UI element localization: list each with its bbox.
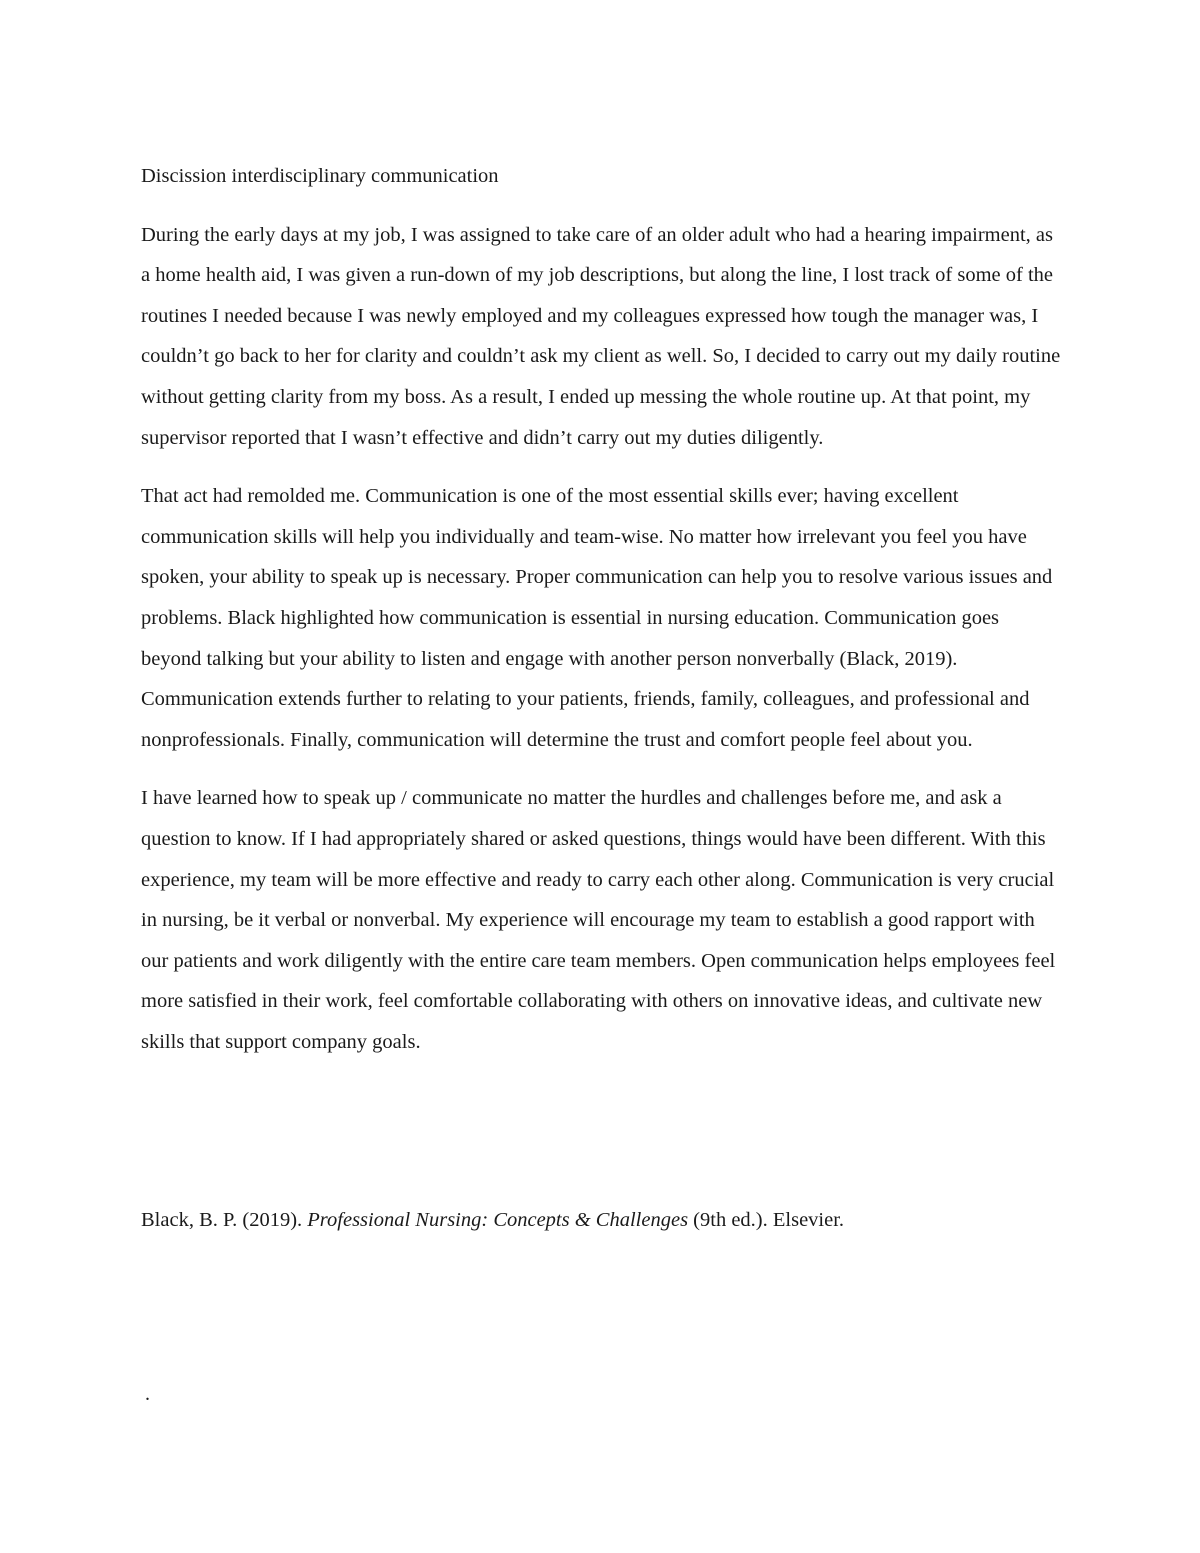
reference-book-title: Professional Nursing: Concepts & Challenges xyxy=(307,1209,689,1232)
trailing-period: . xyxy=(145,1383,150,1405)
blank-space xyxy=(141,1080,1063,1200)
reference-edition-publisher: (9th ed.). Elsevier. xyxy=(688,1209,845,1232)
paragraph-1: During the early days at my job, I was assigned to take care of an older adult who had a hearing impairment, as a home health aid, I was given a run-down of my job descriptions, but along the line, I lost track of some of the routines I needed because I was newly employed and my colleagues expressed how tough the manager was, I couldn’t go back to her for clarity and couldn’t ask my client as well. So, I decided to carry out my daily routine without getting clarity from my boss. As a result, I ended up messing the whole routine up. At that point, my supervisor reported that I wasn’t effective and didn’t carry out my duties diligently. xyxy=(141,223,1061,449)
document-title: Discission interdisciplinary communication xyxy=(141,165,499,187)
document-body xyxy=(141,156,1063,1241)
paragraph-3: I have learned how to speak up / communicate no matter the hurdles and challenges before me, and ask a question to know. If I had appropriately shared or asked questions, things would have been different. With this experience, my team will be more effective and ready to carry each other along. Communication is very crucial in nursing, be it verbal or nonverbal. My experience will encourage my team to establish a good rapport with our patients and work diligently with the entire care team members. Open communication helps employees feel more satisfied in their work, feel comfortable collaborating with others on innovative ideas, and cultivate new skills that support company goals. xyxy=(141,787,1056,1053)
paragraph-2: That act had remolded me. Communication is one of the most essential skills ever; having excellent communication skills will help you individually and team-wise. No matter how irrelevant you feel you have spoken, your ability to speak up is necessary. Proper communication can help you to resolve various issues and problems. Black highlighted how communication is essential in nursing education. Communication goes beyond talking but your ability to listen and engage with another person nonverbally (Black, 2019). Communication extends further to relating to your patients, friends, family, colleagues, and professional and nonprofessionals. Finally, communication will determine the trust and comfort people feel about you. xyxy=(141,485,1053,751)
reference-entry xyxy=(141,1200,1063,1241)
reference-author-year: Black, B. P. (2019). xyxy=(141,1209,308,1232)
